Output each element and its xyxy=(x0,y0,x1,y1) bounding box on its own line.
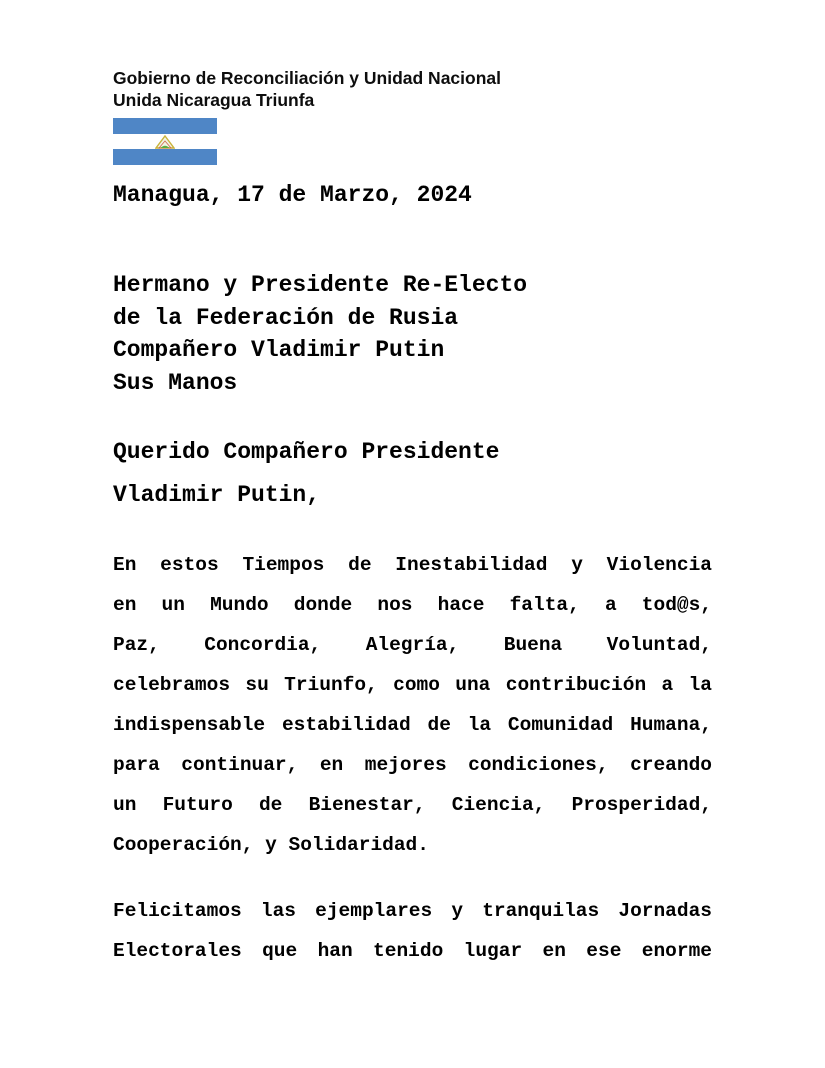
addressee-line: de la Federación de Rusia xyxy=(113,304,459,331)
body-line: Felicitamos las ejemplares y tranquilas Jornadas xyxy=(113,900,712,922)
body-paragraph-2 xyxy=(113,891,712,971)
salutation-line: Vladimir Putin, xyxy=(113,482,321,508)
flag-bottom-stripe xyxy=(113,149,217,165)
letterhead-line-2: Unida Nicaragua Triunfa xyxy=(113,90,315,110)
body-line: Electorales que han tenido lugar en ese enorme xyxy=(113,940,712,962)
addressee-block xyxy=(113,269,712,399)
body-line: En estos Tiempos de Inestabilidad y Violencia xyxy=(113,554,712,576)
addressee-line: Hermano y Presidente Re-Electo xyxy=(113,272,528,298)
body-line: Cooperación, y Solidaridad. xyxy=(113,834,429,856)
body-line: un Futuro de Bienestar, Ciencia, Prosperidad, xyxy=(113,794,712,816)
flag-top-stripe xyxy=(113,118,217,134)
letterhead xyxy=(113,0,712,111)
addressee-line: Sus Manos xyxy=(113,369,238,396)
flag-middle-stripe xyxy=(113,134,217,150)
body-line: para continuar, en mejores condiciones, creando xyxy=(113,754,712,776)
salutation-line: Querido Compañero Presidente xyxy=(113,439,500,465)
addressee-line: Compañero Vladimir Putin xyxy=(113,337,445,363)
body-line: indispensable estabilidad de la Comunidad Humana, xyxy=(113,714,712,736)
body-paragraph-1 xyxy=(113,545,712,865)
date-line: Managua, 17 de Marzo, 2024 xyxy=(113,182,472,208)
body-line: celebramos su Triunfo, como una contribución a la xyxy=(113,674,712,696)
nicaragua-coat-of-arms-icon xyxy=(155,135,175,149)
letterhead-line-1: Gobierno de Reconciliación y Unidad Nacional xyxy=(113,68,501,88)
body-line: en un Mundo donde nos hace falta, a tod@s, xyxy=(113,594,712,616)
salutation-block xyxy=(113,431,712,517)
nicaragua-flag-image xyxy=(113,118,217,165)
body-line: Paz, Concordia, Alegría, Buena Voluntad, xyxy=(113,634,712,656)
